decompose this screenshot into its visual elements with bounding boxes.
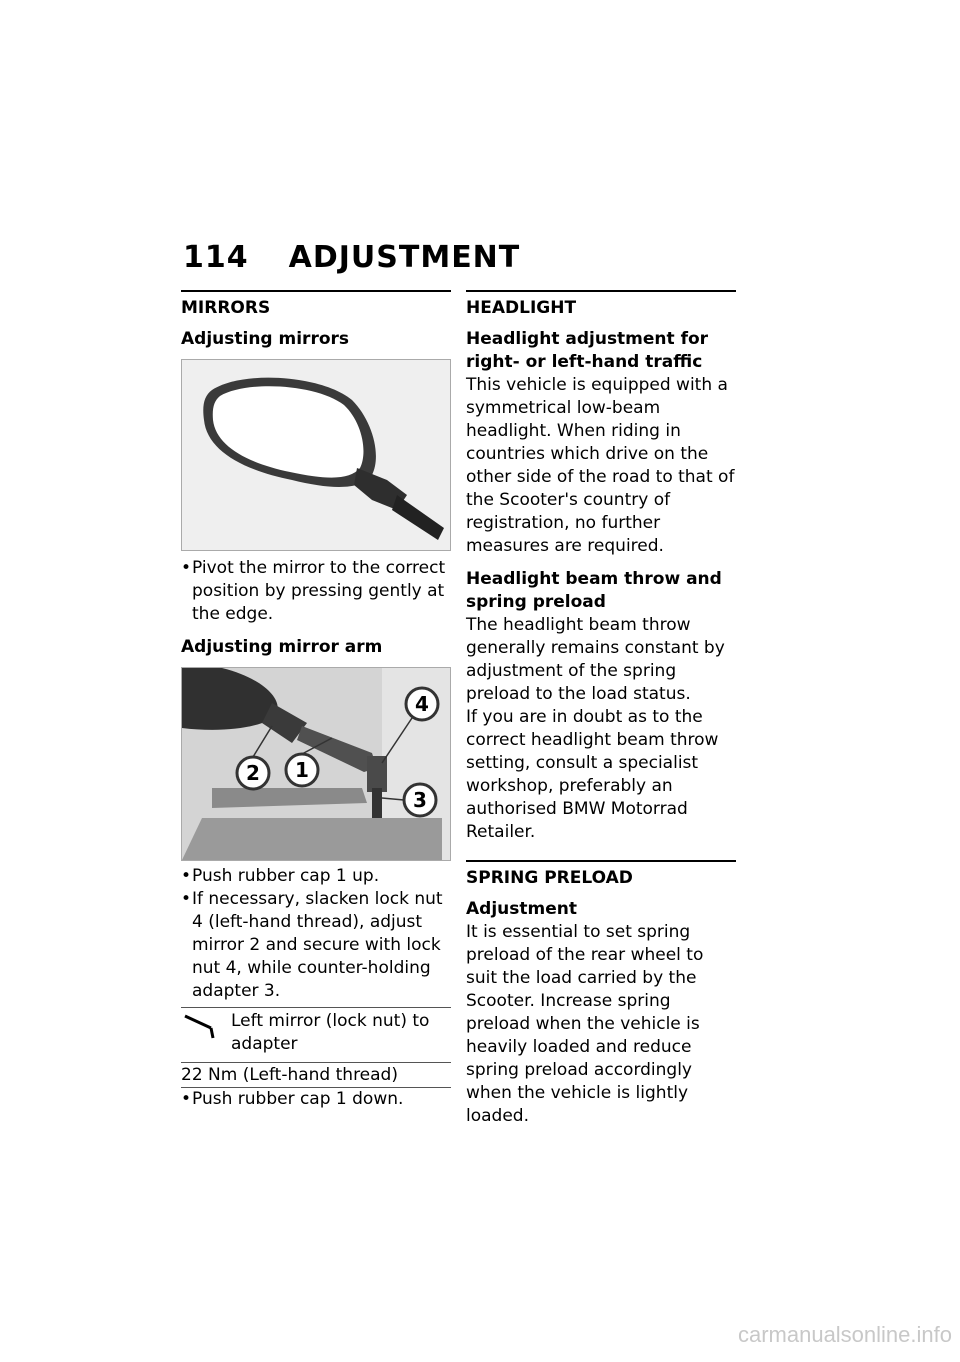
bullet-push-cap-down: • Push rubber cap 1 down. bbox=[181, 1089, 404, 1109]
section-title-headlight: HEADLIGHT bbox=[466, 298, 577, 318]
bullet-push-cap-up: • Push rubber cap 1 up. bbox=[181, 866, 380, 886]
page-header bbox=[183, 240, 520, 275]
section-title-mirrors: MIRRORS bbox=[181, 298, 271, 318]
bullet-dot-icon: • bbox=[181, 558, 192, 578]
mirror-arm-illustration bbox=[182, 668, 450, 860]
torque-value: 22 Nm (Left-hand thread) bbox=[181, 1062, 451, 1087]
bullet-pivot-mirror: • Pivot the mirror to the correct position by pressing gently at the edge. bbox=[181, 558, 446, 624]
paragraph-beam-constant: The headlight beam throw generally remains constant by adjustment of the spring preload to the load status. bbox=[466, 615, 725, 704]
mirror-illustration bbox=[182, 360, 450, 550]
bullet-dot-icon: • bbox=[181, 866, 192, 886]
watermark-footer: carmanualsonline.info bbox=[737, 1322, 952, 1347]
bullet-slacken-lock-nut: • If necessary, slacken lock nut 4 (left-hand thread), adjust mirror 2 and secure with lock nut 4, while counter-holding adapter 3. bbox=[181, 889, 443, 1001]
mirror-figure bbox=[181, 359, 451, 551]
bullet-dot-icon: • bbox=[181, 889, 192, 909]
section-rule bbox=[466, 290, 736, 292]
wrench-icon bbox=[181, 1010, 231, 1056]
paragraph-consult-workshop: If you are in doubt as to the correct headlight beam throw setting, consult a specialist workshop, preferably an authorised BMW Motorrad Retailer. bbox=[466, 707, 719, 842]
subheading-adjustment: Adjustment bbox=[466, 899, 577, 919]
bullet-dot-icon: • bbox=[181, 1089, 192, 1109]
callout-3: 3 bbox=[413, 788, 427, 812]
section-title-spring-preload: SPRING PRELOAD bbox=[466, 868, 633, 888]
callout-4: 4 bbox=[415, 692, 429, 716]
callout-2: 2 bbox=[246, 761, 260, 785]
subheading-adjusting-mirrors: Adjusting mirrors bbox=[181, 329, 350, 349]
torque-spec-box bbox=[181, 1007, 451, 1088]
callout-1: 1 bbox=[295, 758, 309, 782]
paragraph-symmetrical-beam: This vehicle is equipped with a symmetrical low-beam headlight. When riding in countries which drive on the other side of the road to that of the Scooter's country of registration, no further measures are required. bbox=[466, 375, 735, 556]
page-number: 114 bbox=[183, 240, 249, 275]
mirror-arm-figure bbox=[181, 667, 451, 861]
torque-label: Left mirror (lock nut) to adapter bbox=[231, 1011, 430, 1054]
subheading-headlight-traffic: Headlight adjustment for right- or left-hand traffic bbox=[466, 329, 709, 372]
section-rule bbox=[466, 860, 736, 862]
paragraph-spring-preload: It is essential to set spring preload of the rear wheel to suit the load carried by the Scooter. Increase spring preload when the vehicle is heavily loaded and reduce spring preload accordingly when the vehicle is lightly loaded. bbox=[466, 922, 704, 1126]
subheading-beam-throw: Headlight beam throw and spring preload bbox=[466, 569, 722, 612]
subheading-adjusting-mirror-arm: Adjusting mirror arm bbox=[181, 637, 383, 657]
right-column bbox=[466, 290, 736, 1128]
chapter-title: ADJUSTMENT bbox=[288, 240, 521, 275]
left-column bbox=[181, 290, 451, 1111]
section-rule bbox=[181, 290, 451, 292]
